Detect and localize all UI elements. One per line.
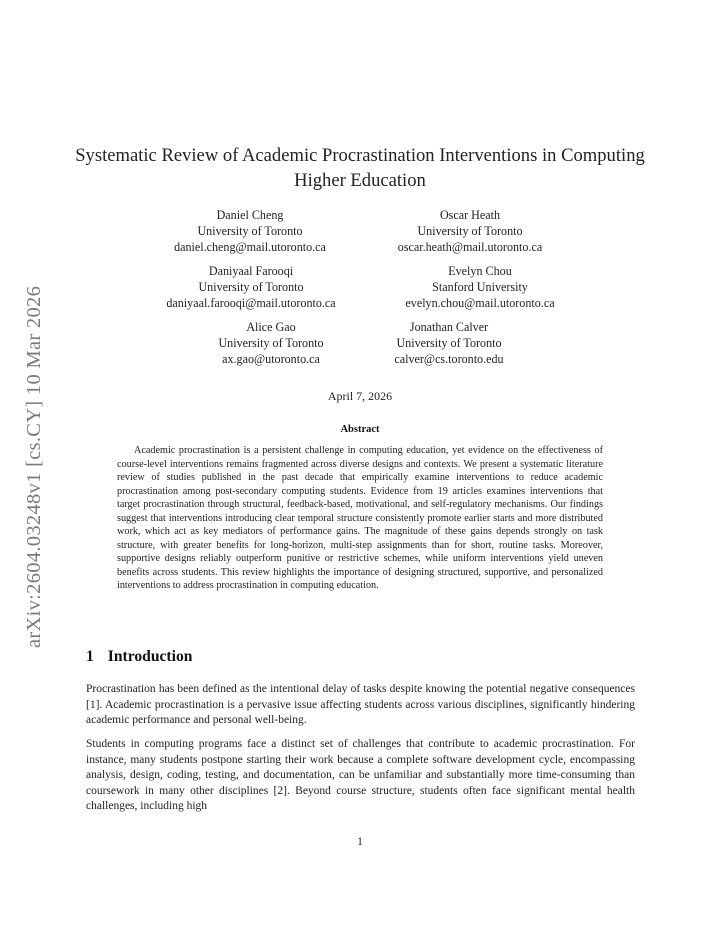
author-name: Daniyaal Farooqi xyxy=(208,264,294,278)
author-email[interactable]: evelyn.chou@mail.utoronto.ca xyxy=(405,296,555,310)
abstract-text: Academic procrastination is a persistent challenge in computing education, yet evidence on the effectiveness of course-level interventions remains fragmented across diverse designs and contexts. We present a systematic literature review of studies published in the past decade that empirically examine interventions to reduce academic procrastination among post-secondary computing students. Evidence from 19 articles examines interventions that target procrastination through structural, feedback-based, motivational, and self-regulatory mechanisms. Our findings suggest that interventions introducing clear temporal structure consistently promote earlier starts and more distributed work, which act as key mediators of performance gains. The magnitude of these gains depends strongly on task structure, with greater benefits for long-horizon, multi-step assignments than for short, routine tasks. Moreover, supportive designs reliably outperform punitive or restrictive schemes, while uniform interventions yield uneven benefits across students. This review highlights the importance of designing structured, supportive, and personalized interventions to address procrastination in computing education. xyxy=(117,445,603,591)
paper-title: Systematic Review of Academic Procrastination Interventions in Computing Higher Education xyxy=(75,145,645,192)
author-affiliation: Stanford University xyxy=(432,280,528,294)
publication-date: April 7, 2026 xyxy=(327,389,393,403)
author-email[interactable]: ax.gao@utoronto.ca xyxy=(222,352,320,366)
author-email[interactable]: daniyaal.farooqi@mail.utoronto.ca xyxy=(166,296,336,310)
author-email[interactable]: daniel.cheng@mail.utoronto.ca xyxy=(174,240,326,254)
author-block xyxy=(373,319,525,367)
author-affiliation: University of Toronto xyxy=(218,336,324,350)
author-affiliation: University of Toronto xyxy=(197,224,303,238)
section-number: 1 xyxy=(86,648,94,665)
page-number: 1 xyxy=(357,836,363,848)
author-email[interactable]: calver@cs.toronto.edu xyxy=(394,352,504,366)
author-affiliation: University of Toronto xyxy=(417,224,523,238)
body-paragraph: Procrastination has been defined as the intentional delay of tasks despite knowing the potential negative consequences [1]. Academic procrastination is a pervasive issue affecting students across various disciplines, significantly hindering academic performance and personal well-being. xyxy=(86,683,635,727)
author-email[interactable]: oscar.heath@mail.utoronto.ca xyxy=(397,240,543,254)
author-name: Daniel Cheng xyxy=(216,208,284,222)
author-name: Oscar Heath xyxy=(439,208,501,222)
section-heading xyxy=(86,648,192,666)
author-name: Alice Gao xyxy=(246,320,296,334)
author-name: Evelyn Chou xyxy=(448,264,512,278)
arxiv-identifier-stamp: arXiv:2604.03248v1 [cs.CY] 10 Mar 2026 xyxy=(23,285,45,648)
author-name: Jonathan Calver xyxy=(409,320,489,334)
section-title: Introduction xyxy=(107,648,193,665)
author-block xyxy=(196,319,346,367)
author-block xyxy=(150,207,350,255)
author-affiliation: University of Toronto xyxy=(396,336,502,350)
author-block xyxy=(140,263,362,311)
abstract-heading: Abstract xyxy=(340,424,380,435)
author-block xyxy=(370,207,570,255)
author-affiliation: University of Toronto xyxy=(198,280,304,294)
body-paragraph: Students in computing programs face a distinct set of challenges that contribute to academic procrastination. For instance, many students postpone starting their work because a complete software development cycle, encompassing analysis, design, coding, testing, and documentation, can be unfamiliar and substantially more time-consuming than coursework in many other disciplines [2]. Beyond course structure, students often face significant mental health challenges, including high xyxy=(86,738,635,813)
author-block xyxy=(378,263,582,311)
